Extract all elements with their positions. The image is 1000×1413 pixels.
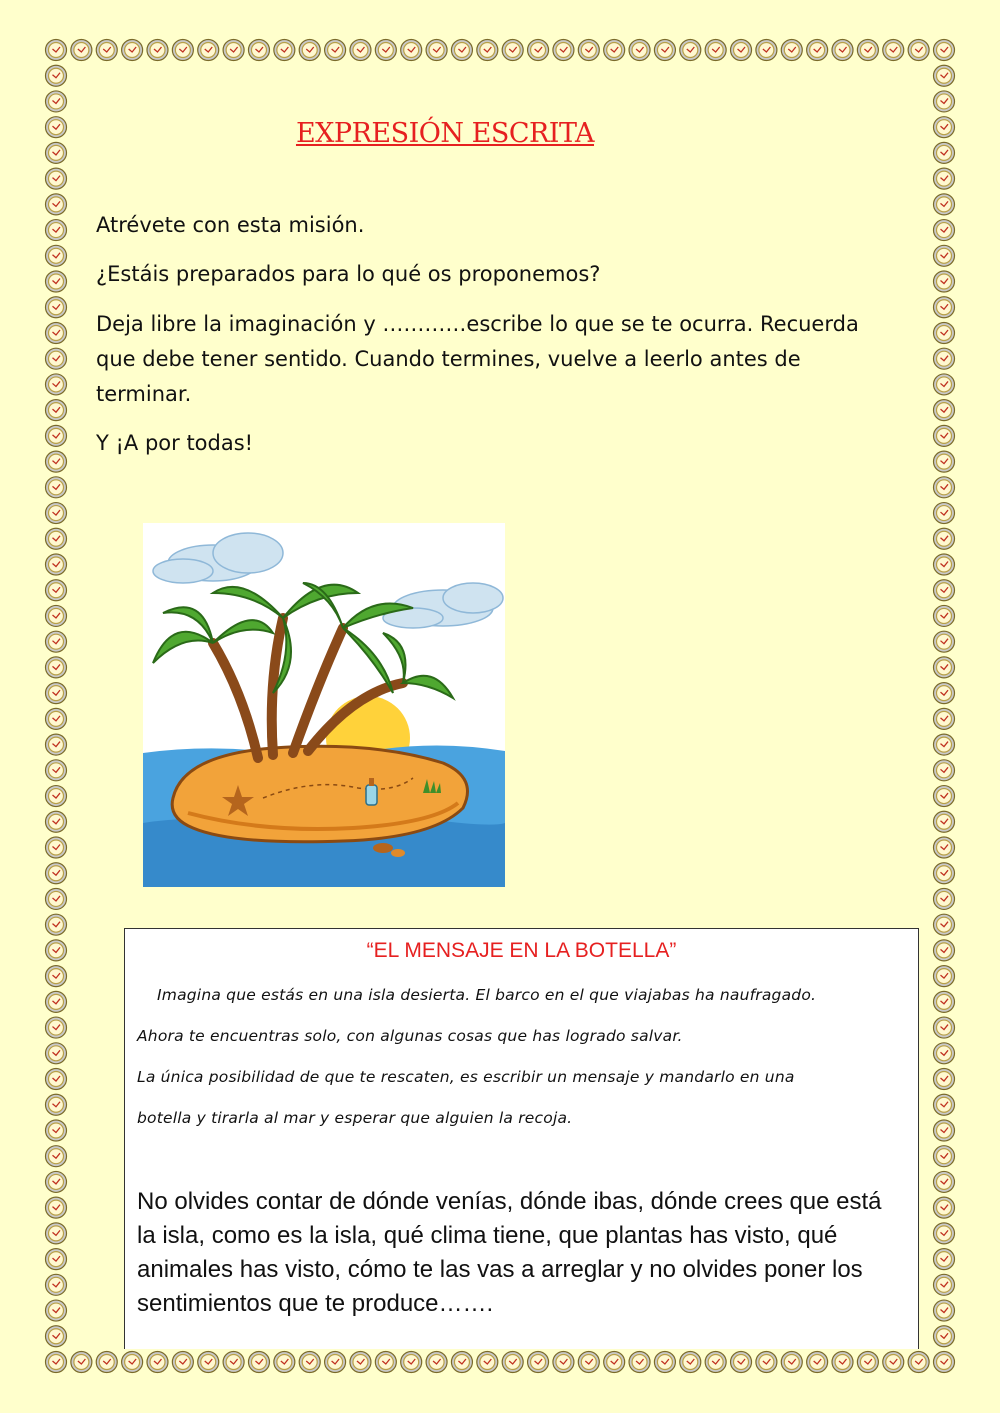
clock-icon xyxy=(934,1197,955,1218)
clock-icon xyxy=(46,1069,67,1090)
clock-icon xyxy=(46,322,67,343)
clock-icon xyxy=(934,1249,955,1270)
clock-icon xyxy=(934,1171,955,1192)
clock-icon xyxy=(934,580,955,601)
clock-icon xyxy=(46,1300,67,1321)
clock-icon xyxy=(248,1352,269,1373)
clock-icon xyxy=(46,245,67,266)
clock-icon xyxy=(96,1352,117,1373)
clock-icon xyxy=(223,1352,244,1373)
intro-line-1: Atrévete con esta misión. xyxy=(96,213,365,237)
clock-icon xyxy=(654,40,675,61)
clock-icon xyxy=(934,1223,955,1244)
clock-icon xyxy=(528,1352,549,1373)
activity-paragraph-1: Imagina que estás en una isla desierta. El barco en el que viajabas ha naufragado. xyxy=(157,986,817,1004)
clock-icon xyxy=(832,40,853,61)
clock-icon xyxy=(46,194,67,215)
clock-icon xyxy=(934,657,955,678)
clock-icon xyxy=(934,1300,955,1321)
clock-icon xyxy=(934,991,955,1012)
clock-icon xyxy=(46,1352,67,1373)
clock-icon xyxy=(375,40,396,61)
clock-icon xyxy=(934,631,955,652)
clock-icon xyxy=(299,1352,320,1373)
clock-icon xyxy=(451,40,472,61)
clock-icon xyxy=(934,91,955,112)
clock-icon xyxy=(934,348,955,369)
clock-icon xyxy=(46,1094,67,1115)
clock-icon xyxy=(147,40,168,61)
clock-icon xyxy=(46,65,67,86)
clock-icon xyxy=(46,348,67,369)
clock-icon xyxy=(934,65,955,86)
clock-icon xyxy=(934,888,955,909)
clock-icon xyxy=(46,1043,67,1064)
clock-icon xyxy=(934,1326,955,1347)
clock-icon xyxy=(680,40,701,61)
intro-line-4: Y ¡A por todas! xyxy=(96,431,254,455)
clock-icon xyxy=(46,786,67,807)
clock-icon xyxy=(528,40,549,61)
clock-icon xyxy=(96,40,117,61)
clock-icon xyxy=(731,1352,752,1373)
clock-icon xyxy=(578,1352,599,1373)
intro-line-3: Deja libre la imaginación y …………escribe lo que se te ocurra. Recuerda que debe tener sentido. Cuando termines, vuelve a leerlo antes de terminar. xyxy=(96,312,859,406)
clock-icon xyxy=(46,477,67,498)
clock-icon xyxy=(934,220,955,241)
clock-icon xyxy=(934,811,955,832)
clock-icon xyxy=(604,40,625,61)
activity-paragraph-4: botella y tirarla al mar y esperar que alguien la recoja. xyxy=(137,1109,573,1127)
clock-icon xyxy=(198,40,219,61)
clock-icon xyxy=(46,1249,67,1270)
clock-icon xyxy=(934,1274,955,1295)
clock-icon xyxy=(604,1352,625,1373)
clock-icon xyxy=(325,1352,346,1373)
clock-icon xyxy=(578,40,599,61)
clock-icon xyxy=(46,1223,67,1244)
clock-icon xyxy=(46,708,67,729)
clock-icon xyxy=(781,40,802,61)
clock-icon xyxy=(934,708,955,729)
clock-icon xyxy=(934,1043,955,1064)
clock-icon xyxy=(934,40,955,61)
activity-box xyxy=(124,928,919,1349)
clock-icon xyxy=(248,40,269,61)
clock-icon xyxy=(934,1352,955,1373)
clock-icon xyxy=(426,1352,447,1373)
clock-icon xyxy=(46,863,67,884)
page-title: EXPRESIÓN ESCRITA xyxy=(295,118,595,149)
clock-icon xyxy=(46,503,67,524)
clock-icon xyxy=(350,40,371,61)
activity-paragraph-2: Ahora te encuentras solo, con algunas cosas que has logrado salvar. xyxy=(137,1027,683,1045)
clock-icon xyxy=(46,220,67,241)
clock-icon xyxy=(71,40,92,61)
clock-icon xyxy=(934,142,955,163)
clock-icon xyxy=(172,1352,193,1373)
clock-icon xyxy=(46,1017,67,1038)
clock-icon xyxy=(46,760,67,781)
desert-island-illustration xyxy=(143,523,505,887)
clock-icon xyxy=(629,1352,650,1373)
clock-icon xyxy=(401,40,422,61)
clock-icon xyxy=(46,1197,67,1218)
clock-icon xyxy=(934,683,955,704)
clock-icon xyxy=(46,1171,67,1192)
clock-icon xyxy=(756,40,777,61)
clock-icon xyxy=(934,760,955,781)
clock-icon xyxy=(934,914,955,935)
clock-icon xyxy=(934,1094,955,1115)
clock-icon xyxy=(46,91,67,112)
activity-title: “EL MENSAJE EN LA BOTELLA” xyxy=(366,939,677,962)
clock-icon xyxy=(46,631,67,652)
clock-icon xyxy=(934,940,955,961)
clock-icon xyxy=(908,1352,929,1373)
clock-icon xyxy=(198,1352,219,1373)
clock-icon xyxy=(46,554,67,575)
clock-icon xyxy=(934,400,955,421)
clock-icon xyxy=(46,400,67,421)
clock-icon xyxy=(172,40,193,61)
clock-icon xyxy=(223,40,244,61)
clock-icon xyxy=(46,374,67,395)
clock-icon xyxy=(46,1274,67,1295)
clock-icon xyxy=(934,554,955,575)
clock-icon xyxy=(934,425,955,446)
clock-icon xyxy=(934,1017,955,1038)
clock-icon xyxy=(680,1352,701,1373)
clock-icon xyxy=(934,503,955,524)
clock-icon xyxy=(46,914,67,935)
clock-icon xyxy=(832,1352,853,1373)
clock-icon xyxy=(934,117,955,138)
clock-icon xyxy=(934,1120,955,1141)
activity-paragraph-3: La única posibilidad de que te rescaten, es escribir un mensaje y mandarlo en una xyxy=(137,1068,795,1086)
clock-icon xyxy=(46,966,67,987)
clock-icon xyxy=(781,1352,802,1373)
clock-icon xyxy=(46,297,67,318)
clock-icon xyxy=(553,40,574,61)
clock-icon xyxy=(731,40,752,61)
clock-icon xyxy=(375,1352,396,1373)
clock-icon xyxy=(122,1352,143,1373)
clock-icon xyxy=(807,1352,828,1373)
clock-icon xyxy=(274,1352,295,1373)
clock-icon xyxy=(46,1120,67,1141)
clock-icon xyxy=(934,605,955,626)
clock-icon xyxy=(46,683,67,704)
clock-icon xyxy=(857,40,878,61)
clock-icon xyxy=(629,40,650,61)
clock-icon xyxy=(451,1352,472,1373)
clock-icon xyxy=(934,374,955,395)
clock-icon xyxy=(934,1146,955,1167)
cloud-icon xyxy=(153,533,503,628)
clock-icon xyxy=(908,40,929,61)
clock-icon xyxy=(46,168,67,189)
intro-line-2: ¿Estáis preparados para lo qué os proponemos? xyxy=(96,262,601,286)
clock-icon xyxy=(477,40,498,61)
clock-icon xyxy=(71,1352,92,1373)
clock-icon xyxy=(350,1352,371,1373)
clock-icon xyxy=(934,837,955,858)
clock-icon xyxy=(274,40,295,61)
clock-icon xyxy=(46,811,67,832)
clock-icon xyxy=(934,786,955,807)
clock-icon xyxy=(934,863,955,884)
clock-icon xyxy=(46,580,67,601)
clock-icon xyxy=(883,1352,904,1373)
clock-icon xyxy=(46,1146,67,1167)
clock-icon xyxy=(654,1352,675,1373)
clock-icon xyxy=(46,271,67,292)
clock-icon xyxy=(857,1352,878,1373)
clock-icon xyxy=(934,245,955,266)
clock-icon xyxy=(46,40,67,61)
clock-icon xyxy=(46,1326,67,1347)
clock-icon xyxy=(934,271,955,292)
clock-icon xyxy=(934,734,955,755)
clock-icon xyxy=(934,451,955,472)
clock-icon xyxy=(502,40,523,61)
clock-icon xyxy=(46,425,67,446)
clock-icon xyxy=(756,1352,777,1373)
clock-icon xyxy=(46,605,67,626)
clock-icon xyxy=(705,40,726,61)
clock-icon xyxy=(46,837,67,858)
clock-icon xyxy=(46,940,67,961)
clock-icon xyxy=(46,451,67,472)
clock-icon xyxy=(46,734,67,755)
clock-icon xyxy=(46,528,67,549)
clock-icon xyxy=(502,1352,523,1373)
clock-icon xyxy=(705,1352,726,1373)
clock-icon xyxy=(122,40,143,61)
clock-icon xyxy=(934,528,955,549)
activity-instructions: No olvides contar de dónde venías, dónde ibas, dónde crees que está la isla, como es la isla, qué clima tiene, que plantas has visto, qué animales has visto, cómo te las vas a arreglar y no olvides poner los sentimientos que te produce……. xyxy=(137,1188,882,1317)
clock-icon xyxy=(934,297,955,318)
clock-icon xyxy=(147,1352,168,1373)
clock-icon xyxy=(553,1352,574,1373)
clock-icon xyxy=(46,657,67,678)
clock-icon xyxy=(883,40,904,61)
clock-icon xyxy=(299,40,320,61)
clock-icon xyxy=(934,477,955,498)
clock-icon xyxy=(46,991,67,1012)
clock-icon xyxy=(401,1352,422,1373)
clock-icon xyxy=(46,888,67,909)
clock-icon xyxy=(934,322,955,343)
clock-icon xyxy=(934,168,955,189)
clock-icon xyxy=(807,40,828,61)
clock-icon xyxy=(325,40,346,61)
clock-icon xyxy=(934,1069,955,1090)
clock-icon xyxy=(934,966,955,987)
clock-icon xyxy=(477,1352,498,1373)
clock-icon xyxy=(934,194,955,215)
clock-icon xyxy=(426,40,447,61)
